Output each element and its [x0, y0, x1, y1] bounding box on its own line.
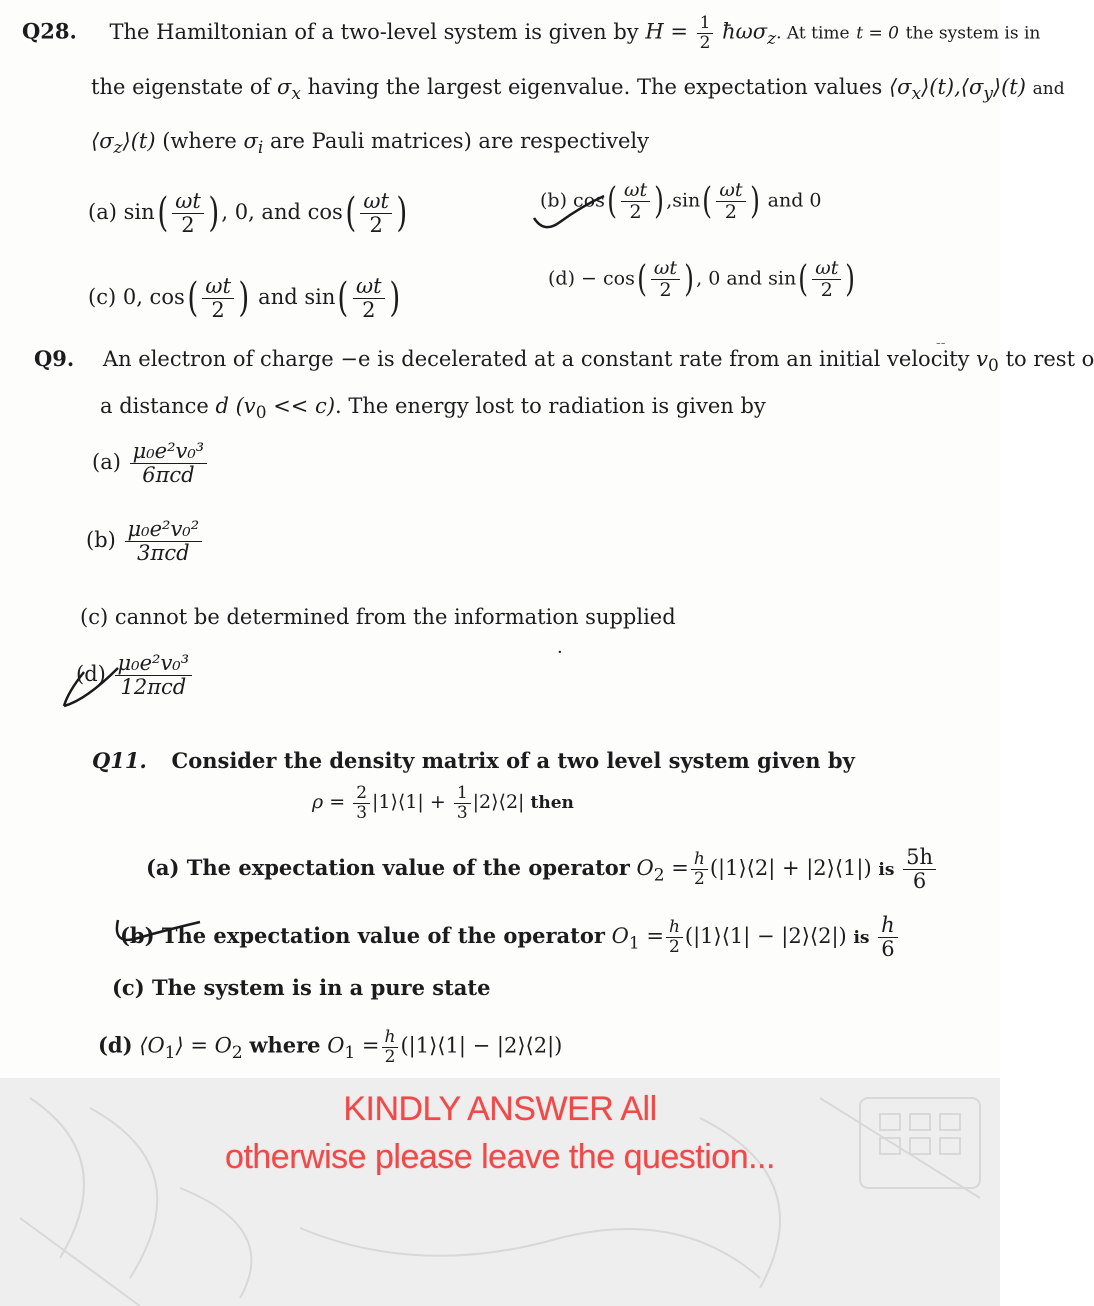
handwritten-tick-q11b — [108, 906, 208, 956]
q9-option-b: (b) $\frac{\text{μ₀e²v₀²}}{\text{3πcd}}$ — [86, 518, 204, 565]
q11-option-b: (b) The expectation value of the operator $O_1$ = $\frac{h}{2}$ (|1⟩⟨1| − |2⟩⟨2|) is $\frac{h}{6}$ — [120, 914, 900, 961]
q9-line-1: Q9. An electron of charge −e is decelerated at a constant rate from an initial velocity $v_0$ to rest o — [34, 346, 1094, 377]
q9-dash: -- — [936, 335, 946, 351]
q11-option-c: (c) The system is in a pure state — [112, 975, 491, 1000]
q28-option-b: (b) cos( $\frac{\omega t}{2}$ ) ,sin( $\frac{\omega t}{2}$ ) and 0 — [540, 179, 822, 223]
q28-option-d: (d) − cos( $\frac{\omega t}{2}$ ) , 0 and sin( $\frac{\omega t}{2}$ ) — [548, 257, 856, 301]
q11-option-d: (d) $⟨O_1⟩ = O_2$ where $O_1$ = $\frac{h}{2}$ (|1⟩⟨1| − |2⟩⟨2|) — [98, 1027, 563, 1067]
q9-option-d: (d) $\frac{\text{μ₀e²v₀³}}{\text{12πcd}}$ — [76, 652, 194, 699]
overlay-banner — [0, 1078, 1000, 1306]
q28-option-c: (c) 0, cos( $\frac{\omega t}{2}$ ) and sin( $\frac{\omega t}{2}$ ) — [88, 274, 400, 323]
q9-line-2: a distance d $(v_0 << c)$. The energy lost to radiation is given by — [100, 394, 766, 424]
q9-option-c: (c) cannot be determined from the information supplied — [80, 605, 676, 629]
q9-option-a: (a) $\frac{\text{μ₀e²v₀³}}{\text{6πcd}}$ — [92, 440, 209, 487]
handwritten-tick-q28b — [530, 188, 610, 238]
handwritten-tick-q9d — [56, 662, 136, 722]
q28-line-2: the eigenstate of $\sigma_x$ having the largest eigenvalue. The expectation values $⟨\sigma_x⟩(t),⟨\sigma_y⟩(t)$ and — [91, 75, 1065, 105]
q9-number: Q9. — [34, 346, 75, 371]
stray-dot: · — [557, 642, 563, 663]
q28-number: Q28. — [22, 18, 77, 44]
q11-line-1: Q11. Consider the density matrix of a two level system given by — [92, 748, 855, 773]
q28-option-a: (a) sin( $\frac{\omega t}{2}$ ) , 0, and cos( $\frac{\omega t}{2}$ ) — [88, 189, 408, 238]
banner-line-2: otherwise please leave the question... — [225, 1138, 775, 1176]
q28-line-1: Q28. The Hamiltonian of a two-level system is given by H = $\frac{1}{2}$ ħωσ$_z$. At time t = 0 the system is in — [22, 13, 1041, 53]
banner-line-1: KINDLY ANSWER All — [343, 1090, 657, 1128]
q11-number: Q11. — [92, 748, 147, 773]
q28-line-3: $⟨\sigma_z⟩(t)$ (where $\sigma_i$ are Pauli matrices) are respectively — [91, 129, 649, 159]
q11-option-a: (a) The expectation value of the operator $O_2$ = $\frac{h}{2}$ (|1⟩⟨2| + |2⟩⟨1|) is $\frac{5h}{6}$ — [146, 846, 938, 893]
q11-density-matrix: ρ = $\frac{2}{3}$ |1⟩⟨1| + $\frac{1}{3}$ |2⟩⟨2| then — [312, 783, 574, 823]
